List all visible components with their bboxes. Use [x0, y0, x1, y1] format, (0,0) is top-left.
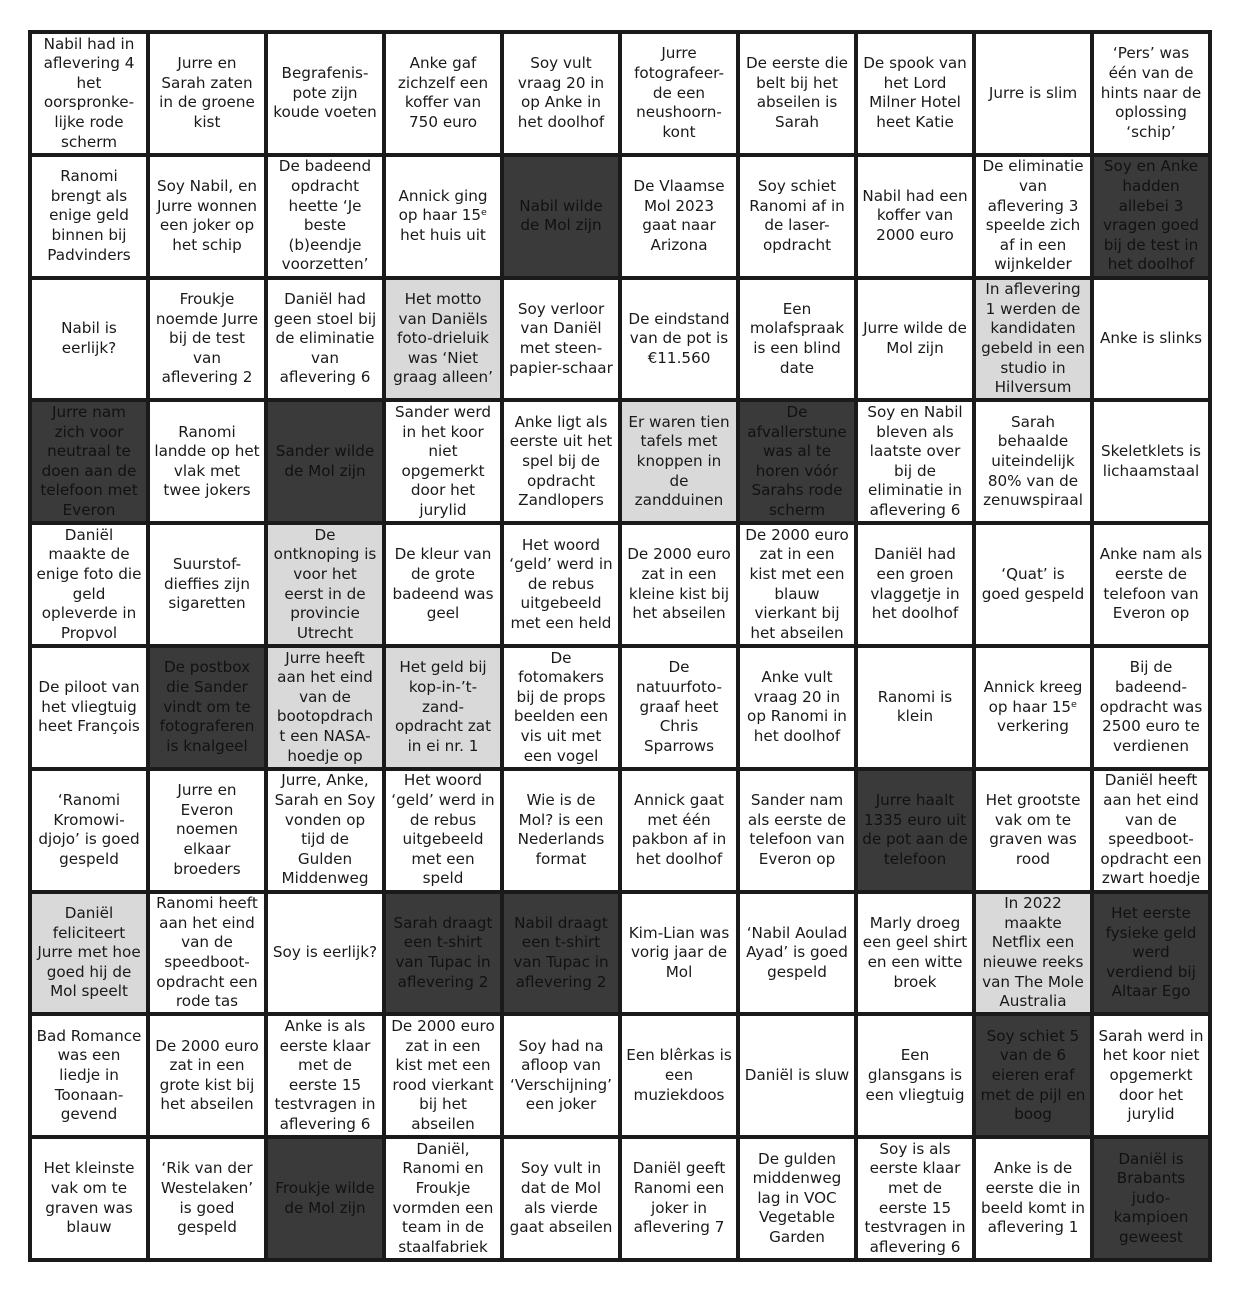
bingo-cell-text: Soy vult vraag 20 in op Anke in het doolhof [517, 54, 605, 131]
bingo-cell[interactable] [622, 771, 736, 890]
bingo-cell[interactable] [504, 402, 618, 521]
bingo-cell[interactable] [740, 280, 854, 399]
bingo-cell[interactable] [858, 157, 972, 276]
bingo-cell[interactable] [32, 280, 146, 399]
bingo-cell[interactable] [150, 280, 264, 399]
bingo-cell-text: ‘Rik van der Westelaken’ is goed gespeld [160, 1159, 254, 1237]
bingo-cell-text: Nabil is eerlijk? [61, 319, 117, 357]
bingo-cell[interactable] [32, 648, 146, 767]
bingo-cell[interactable] [504, 280, 618, 399]
bingo-cell[interactable] [386, 771, 500, 890]
bingo-cell-text: De eerste die belt bij het abseilen is Sarah [745, 54, 849, 131]
bingo-cell[interactable] [1094, 1016, 1208, 1135]
bingo-cell[interactable] [1094, 894, 1208, 1013]
bingo-cell[interactable] [386, 525, 500, 644]
bingo-cell[interactable] [622, 1016, 736, 1135]
bingo-cell-text: Anke is slinks [1099, 329, 1203, 348]
bingo-cell-text: Sarah behaalde uiteindelijk 80% van de zenuwspiraal [983, 412, 1083, 510]
bingo-cell[interactable] [150, 157, 264, 276]
bingo-cell-text: Jurre heeft aan het eind van de bootopdrach t een NASA-hoedje op [276, 648, 374, 765]
bingo-cell-text: Een blêrkas is een muziekdoos [626, 1046, 732, 1104]
bingo-cell[interactable] [504, 157, 618, 276]
bingo-cell-text: Sarah draagt een t-shirt van Tupac in aflevering 2 [393, 913, 493, 991]
bingo-cell-text: Soy is eerlijk? [272, 943, 378, 962]
bingo-cell[interactable] [858, 648, 972, 767]
bingo-cell[interactable] [622, 1139, 736, 1258]
bingo-cell[interactable] [386, 402, 500, 521]
bingo-cell[interactable] [32, 157, 146, 276]
bingo-cell-text: De fotomakers bij de props beelden een vis uit met een vogel [513, 648, 609, 765]
bingo-cell[interactable] [268, 771, 382, 890]
bingo-cell-text: In aflevering 1 werden de kandidaten gebeld in een studio in Hilversum [981, 280, 1085, 397]
bingo-cell-text: Jurre en Sarah zaten in de groene kist [159, 54, 255, 131]
bingo-cell-text: Marly droeg een geel shirt en een witte broek [862, 913, 968, 991]
bingo-cell-text: Daniël had geen stoel bij de eliminatie van aflevering 6 [273, 290, 377, 387]
bingo-cell[interactable] [622, 280, 736, 399]
bingo-cell-text: Anke gaf zichzelf een koffer van 750 euro [397, 54, 489, 131]
bingo-cell[interactable] [976, 402, 1090, 521]
bingo-cell[interactable] [150, 894, 264, 1013]
bingo-cell[interactable] [1094, 771, 1208, 890]
bingo-cell[interactable] [150, 1139, 264, 1258]
bingo-cell[interactable] [150, 1016, 264, 1135]
bingo-cell[interactable] [32, 525, 146, 644]
bingo-cell[interactable] [386, 1139, 500, 1258]
bingo-cell-text: De 2000 euro zat in een kist met een blauw vierkant bij het abseilen [745, 525, 849, 642]
bingo-cell[interactable] [740, 894, 854, 1013]
bingo-cell-text: De kleur van de grote badeend was geel [392, 545, 494, 623]
bingo-cell-text: De piloot van het vliegtuig heet François [38, 678, 140, 736]
bingo-cell[interactable] [386, 894, 500, 1013]
bingo-cell-text: Het motto van Daniëls foto-drieluik was ‘Niet graag alleen’ [393, 290, 493, 387]
bingo-cell-text: De Vlaamse Mol 2023 gaat naar Arizona [633, 177, 725, 254]
bingo-cell-text: Daniël is Brabants judo-kampioen geweest [1113, 1149, 1189, 1246]
bingo-cell[interactable] [386, 34, 500, 153]
bingo-cell-text: De afvallerstune was al te horen vóór Sarahs rode scherm [747, 403, 847, 519]
bingo-cell[interactable] [976, 894, 1090, 1013]
bingo-cell[interactable] [740, 525, 854, 644]
bingo-cell[interactable] [504, 1016, 618, 1135]
bingo-cell-text: Daniël geeft Ranomi een joker in aflevering 7 [632, 1159, 726, 1237]
bingo-cell-text: Annick gaat met één pakbon af in het doolhof [631, 791, 727, 868]
bingo-cell[interactable] [386, 280, 500, 399]
bingo-cell-text: Jurre, Anke, Sarah en Soy vonden op tijd de Gulden Middenweg [274, 771, 376, 888]
bingo-cell-text: Daniël feliciteert Jurre met hoe goed hij de Mol speelt [37, 904, 141, 1001]
bingo-cell-text: Annick kreeg op haar 15ᵉ verkering [983, 678, 1083, 736]
bingo-cell[interactable] [740, 648, 854, 767]
bingo-cell[interactable] [1094, 157, 1208, 276]
bingo-cell[interactable] [1094, 525, 1208, 644]
bingo-cell[interactable] [740, 157, 854, 276]
bingo-cell[interactable] [504, 525, 618, 644]
bingo-cell[interactable] [622, 34, 736, 153]
bingo-cell-text: De spook van het Lord Milner Hotel heet Katie [863, 54, 967, 131]
bingo-cell-text: De natuurfoto-graaf heet Chris Sparrows [635, 658, 723, 755]
bingo-cell[interactable] [858, 894, 972, 1013]
bingo-cell[interactable] [622, 894, 736, 1013]
bingo-cell[interactable] [150, 402, 264, 521]
bingo-cell[interactable] [268, 648, 382, 767]
bingo-cell-text: Anke is als eerste klaar met de eerste 15 testvragen in aflevering 6 [274, 1017, 376, 1133]
bingo-cell-text: Annick ging op haar 15ᵉ het huis uit [398, 186, 488, 244]
bingo-cell[interactable] [1094, 34, 1208, 153]
bingo-cell[interactable] [858, 402, 972, 521]
bingo-cell-text: Sander nam als eerste de telefoon van Everon op [747, 791, 847, 868]
bingo-cell[interactable] [504, 894, 618, 1013]
bingo-cell-text: Sarah werd in het koor niet opgemerkt door het jurylid [1098, 1026, 1204, 1124]
bingo-cell-text: Een molafspraak is een blind date [749, 299, 845, 377]
bingo-cell[interactable] [622, 402, 736, 521]
bingo-cell-text: Jurre fotografeer-de een neushoorn-kont [634, 44, 724, 141]
bingo-cell-text: Daniël, Ranomi en Froukje vormden een team in de staalfabriek [392, 1139, 494, 1256]
bingo-cell-text: ‘Pers’ was één van de hints naar de oplossing ‘schip’ [1100, 44, 1202, 141]
bingo-cell-text: Soy had na afloop van ‘Verschijning’ een joker [510, 1036, 612, 1114]
bingo-cell[interactable] [1094, 402, 1208, 521]
bingo-cell[interactable] [622, 648, 736, 767]
bingo-cell-text: Jurre nam zich voor neutraal te doen aan de telefoon met Everon [40, 403, 138, 519]
bingo-cell-text: Jurre haalt 1335 euro uit de pot aan de telefoon [862, 791, 968, 868]
bingo-cell-text: Het kleinste vak om te graven was blauw [43, 1159, 135, 1237]
bingo-cell-text: De badeend opdracht heette ‘Je beste (b)eendje voorzetten’ [278, 157, 372, 274]
bingo-cell[interactable] [740, 1016, 854, 1135]
bingo-cell-text: Soy en Nabil bleven als laatste over bij de eliminatie in aflevering 6 [867, 403, 963, 519]
bingo-cell-text: Ranomi landde op het vlak met twee jokers [154, 422, 260, 500]
bingo-cell[interactable] [386, 648, 500, 767]
bingo-grid [28, 30, 1212, 1262]
bingo-cell-text: Soy vult in dat de Mol als vierde gaat abseilen [509, 1159, 613, 1237]
bingo-cell-text: Anke is de eerste die in beeld komt in aflevering 1 [981, 1159, 1085, 1237]
bingo-cell-text: Het geld bij kop-in-’t-zand-opdracht zat in ei nr. 1 [394, 658, 492, 755]
bingo-cell-text: In 2022 maakte Netflix een nieuwe reeks van The Mole Australia [982, 894, 1084, 1011]
bingo-cell-text: Ranomi brengt als enige geld binnen bij Padvinders [47, 167, 131, 264]
bingo-cell[interactable] [858, 34, 972, 153]
bingo-cell[interactable] [32, 771, 146, 890]
bingo-cell-text: Soy en Anke hadden allebei 3 vragen goed bij de test in het doolhof [1103, 157, 1199, 274]
bingo-cell[interactable] [976, 525, 1090, 644]
bingo-cell[interactable] [150, 771, 264, 890]
bingo-cell-text: Begrafenis-pote zijn koude voeten [273, 64, 377, 122]
bingo-cell[interactable] [268, 157, 382, 276]
bingo-cell-text: Ranomi heeft aan het eind van de speedboot-opdracht een rode tas [156, 894, 258, 1011]
bingo-cell[interactable] [858, 280, 972, 399]
bingo-cell[interactable] [1094, 1139, 1208, 1258]
bingo-cell-text: Sander wilde de Mol zijn [275, 442, 375, 480]
bingo-cell-text: Skeletklets is lichaamstaal [1101, 442, 1201, 480]
bingo-cell[interactable] [504, 1139, 618, 1258]
bingo-cell[interactable] [268, 894, 382, 1013]
bingo-cell[interactable] [622, 525, 736, 644]
bingo-cell-text: Daniël had een groen vlaggetje in het doolhof [870, 545, 960, 623]
bingo-cell[interactable] [622, 157, 736, 276]
bingo-cell-text: Nabil had in aflevering 4 het oorspronke-lijke rode scherm [43, 34, 135, 151]
bingo-cell-text: Het woord ‘geld’ werd in de rebus uitgebeeld met een speld [391, 771, 495, 888]
bingo-cell-text: Jurre is slim [988, 83, 1078, 102]
bingo-cell[interactable] [268, 280, 382, 399]
bingo-cell-text: Jurre en Everon noemen elkaar broeders [173, 781, 241, 878]
bingo-cell[interactable] [386, 1016, 500, 1135]
bingo-cell-text: Soy schiet 5 van de 6 eieren eraf met de pijl en boog [980, 1026, 1086, 1124]
bingo-cell[interactable] [976, 157, 1090, 276]
bingo-cell-text: Het woord ‘geld’ werd in de rebus uitgebeeld met een held [509, 535, 613, 632]
bingo-cell-text: Jurre wilde de Mol zijn [863, 319, 967, 357]
bingo-cell[interactable] [740, 34, 854, 153]
bingo-cell[interactable] [740, 402, 854, 521]
bingo-cell-text: Een glansgans is een vliegtuig [865, 1046, 965, 1104]
bingo-cell-text: Anke vult vraag 20 in op Ranomi in het doolhof [747, 668, 847, 745]
bingo-cell-text: Nabil had een koffer van 2000 euro [862, 186, 968, 244]
bingo-cell-text: Ranomi is klein [877, 687, 953, 726]
bingo-cell[interactable] [32, 1016, 146, 1135]
bingo-cell-text: Soy Nabil, en Jurre wonnen een joker op het schip [156, 177, 258, 254]
bingo-cell[interactable] [32, 894, 146, 1013]
bingo-cell-text: De gulden middenweg lag in VOC Vegetable Garden [752, 1149, 842, 1246]
bingo-cell-text: Froukje noemde Jurre bij de test van aflevering 2 [155, 290, 259, 387]
bingo-cell-text: Soy schiet Ranomi af in de laser-opdracht [749, 177, 845, 254]
bingo-cell-text: Daniël maakte de enige foto die geld opleverde in Propvol [36, 525, 142, 642]
bingo-cell-text: Anke ligt als eerste uit het spel bij de opdracht Zandlopers [509, 412, 613, 510]
bingo-cell[interactable] [976, 771, 1090, 890]
bingo-cell[interactable] [740, 771, 854, 890]
bingo-cell-text: Bij de badeend-opdracht was 2500 euro te verdienen [1099, 658, 1203, 755]
bingo-cell-text: Nabil draagt een t-shirt van Tupac in aflevering 2 [513, 913, 609, 991]
bingo-cell-text: Daniël heeft aan het eind van de speedboot-opdracht een zwart hoedje [1100, 771, 1202, 888]
bingo-cell-text: Nabil wilde de Mol zijn [519, 196, 603, 235]
bingo-cell[interactable] [1094, 280, 1208, 399]
bingo-cell-text: De eliminatie van aflevering 3 speelde zich af in een wijnkelder [982, 157, 1084, 274]
bingo-cell-text: De 2000 euro zat in een kist met een rood vierkant bij het abseilen [391, 1017, 495, 1133]
bingo-cell[interactable] [976, 34, 1090, 153]
bingo-cell[interactable] [150, 34, 264, 153]
bingo-cell[interactable] [268, 525, 382, 644]
bingo-cell-text: De 2000 euro zat in een grote kist bij het abseilen [155, 1036, 259, 1114]
bingo-cell-text: Kim-Lian was vorig jaar de Mol [628, 923, 730, 981]
bingo-cell-text: Suurstof-dieffies zijn sigaretten [163, 555, 250, 613]
bingo-cell[interactable] [32, 402, 146, 521]
bingo-cell-text: De eindstand van de pot is €11.560 [628, 309, 730, 367]
bingo-cell[interactable] [150, 525, 264, 644]
bingo-cell[interactable] [268, 1139, 382, 1258]
bingo-cell[interactable] [504, 34, 618, 153]
bingo-cell[interactable] [504, 648, 618, 767]
bingo-cell-text: Het eerste fysieke geld werd verdiend bij Altaar Ego [1105, 904, 1197, 1001]
bingo-cell[interactable] [268, 1016, 382, 1135]
bingo-cell-text: Daniël is sluw [744, 1065, 850, 1084]
bingo-cell[interactable] [858, 1139, 972, 1258]
bingo-cell-text: Anke nam als eerste de telefoon van Everon op [1099, 545, 1203, 623]
bingo-cell-text: Soy verloor van Daniël met steen-papier-schaar [509, 299, 613, 377]
bingo-cell[interactable] [1094, 648, 1208, 767]
bingo-cell[interactable] [976, 1016, 1090, 1135]
bingo-cell[interactable] [268, 402, 382, 521]
bingo-cell[interactable] [740, 1139, 854, 1258]
bingo-cell-text: Het grootste vak om te graven was rood [985, 791, 1081, 868]
bingo-cell-text: ‘Nabil Aoulad Ayad’ is goed gespeld [746, 923, 848, 981]
bingo-cell-text: De 2000 euro zat in een kleine kist bij het abseilen [627, 545, 731, 623]
bingo-cell[interactable] [268, 34, 382, 153]
bingo-cell-text: Froukje wilde de Mol zijn [275, 1179, 375, 1217]
bingo-cell[interactable] [976, 648, 1090, 767]
bingo-cell-text: De ontknoping is voor het eerst in de provincie Utrecht [273, 525, 377, 642]
bingo-cell[interactable] [504, 771, 618, 890]
bingo-cell-text: Bad Romance was een liedje in Toonaan-gevend [36, 1026, 142, 1124]
bingo-cell[interactable] [32, 34, 146, 153]
bingo-cell-text: Wie is de Mol? is een Nederlands format [517, 791, 605, 868]
bingo-cell[interactable] [976, 1139, 1090, 1258]
bingo-cell-text: ‘Quat’ is goed gespeld [981, 565, 1085, 603]
bingo-cell[interactable] [976, 280, 1090, 399]
bingo-cell[interactable] [858, 771, 972, 890]
bingo-cell-text: Soy is als eerste klaar met de eerste 15 testvragen in aflevering 6 [864, 1139, 966, 1256]
bingo-cell[interactable] [858, 525, 972, 644]
bingo-cell-text: Er waren tien tafels met knoppen in de zandduinen [628, 412, 730, 510]
bingo-cell[interactable] [32, 1139, 146, 1258]
bingo-cell[interactable] [386, 157, 500, 276]
bingo-cell[interactable] [858, 1016, 972, 1135]
bingo-cell-text: De postbox die Sander vindt om te fotograferen is knalgeel [159, 658, 255, 755]
bingo-cell-text: ‘Ranomi Kromowi-djojo’ is goed gespeld [38, 791, 140, 868]
bingo-cell-text: Sander werd in het koor niet opgemerkt door het jurylid [394, 403, 491, 519]
bingo-cell[interactable] [150, 648, 264, 767]
